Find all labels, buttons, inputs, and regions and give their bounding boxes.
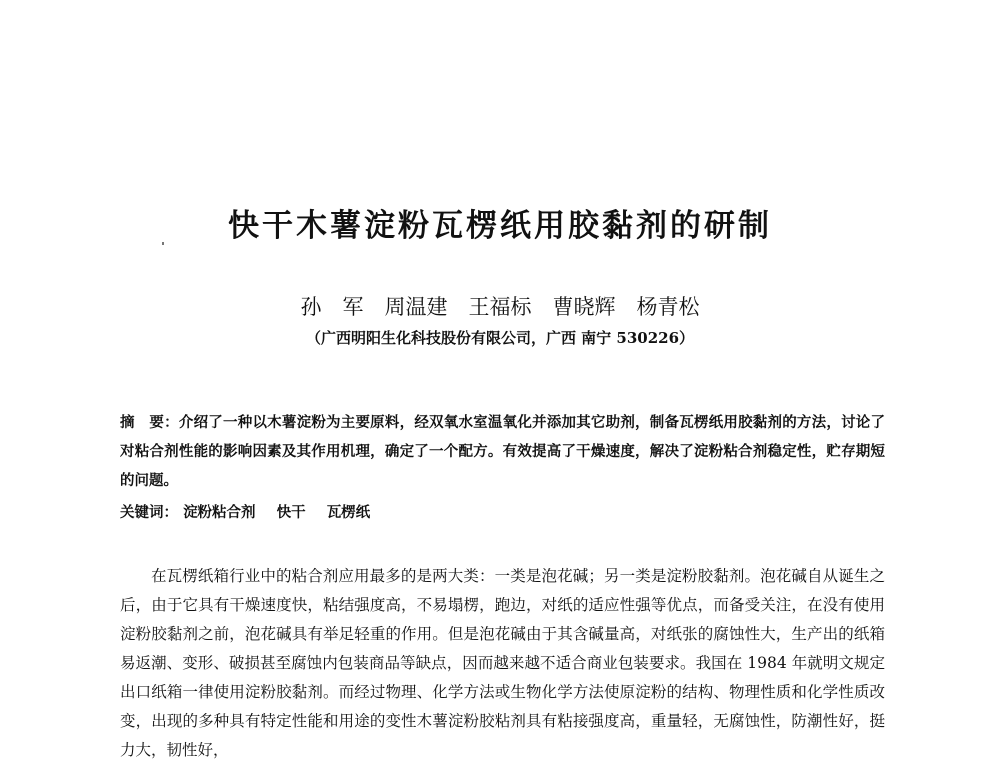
- paper-title: 快干木薯淀粉瓦楞纸用胶黏剂的研制: [228, 208, 772, 244]
- affiliation: （广西明阳生化科技股份有限公司，广西 南宁 530226）: [305, 329, 695, 347]
- keywords: [120, 498, 885, 527]
- abstract: [120, 408, 885, 495]
- keyword: 淀粉粘合剂: [183, 504, 256, 521]
- abstract-text: 介绍了一种以木薯淀粉为主要原料，经双氧水室温氧化并添加其它助剂，制备瓦楞纸用胶黏剂的方法，讨论了对粘合剂性能的影响因素及其作用机理，确定了一个配方。有效提高了干燥速度，解决了淀粉粘合剂稳定性，贮存期短的问题。: [120, 414, 886, 489]
- abstract-label: 摘 要：: [120, 414, 179, 431]
- keyword: 瓦楞纸: [326, 504, 371, 521]
- keyword: 快干: [276, 504, 306, 521]
- keywords-label: 关键词：: [120, 504, 178, 521]
- author-list: 孙 军 周温建 王福标 曹晓辉 杨青松: [300, 295, 700, 319]
- body-paragraph: 在瓦楞纸箱行业中的粘合剂应用最多的是两大类：一类是泡花碱；另一类是淀粉胶黏剂。泡花碱自从诞生之后，由于它具有干燥速度快，粘结强度高，不易塌楞，跑边，对纸的适应性强等优点，而备受关注，在没有使用淀粉胶黏剂之前，泡花碱具有举足轻重的作用。但是泡花碱由于其含碱量高，对纸张的腐蚀性大，生产出的纸箱易返潮、变形、破损甚至腐蚀内包装商品等缺点，因而越来越不适合商业包装要求。我国在 1984 年就明文规定出口纸箱一律使用淀粉胶黏剂。而经过物理、化学方法或生物化学方法使原淀粉的结构、物理性质和化学性质改变，出现的多种具有特定性能和用途的变性木薯淀粉胶粘剂具有粘接强度高，重量轻，无腐蚀性，防潮性好，挺力大，韧性好，: [120, 567, 885, 759]
